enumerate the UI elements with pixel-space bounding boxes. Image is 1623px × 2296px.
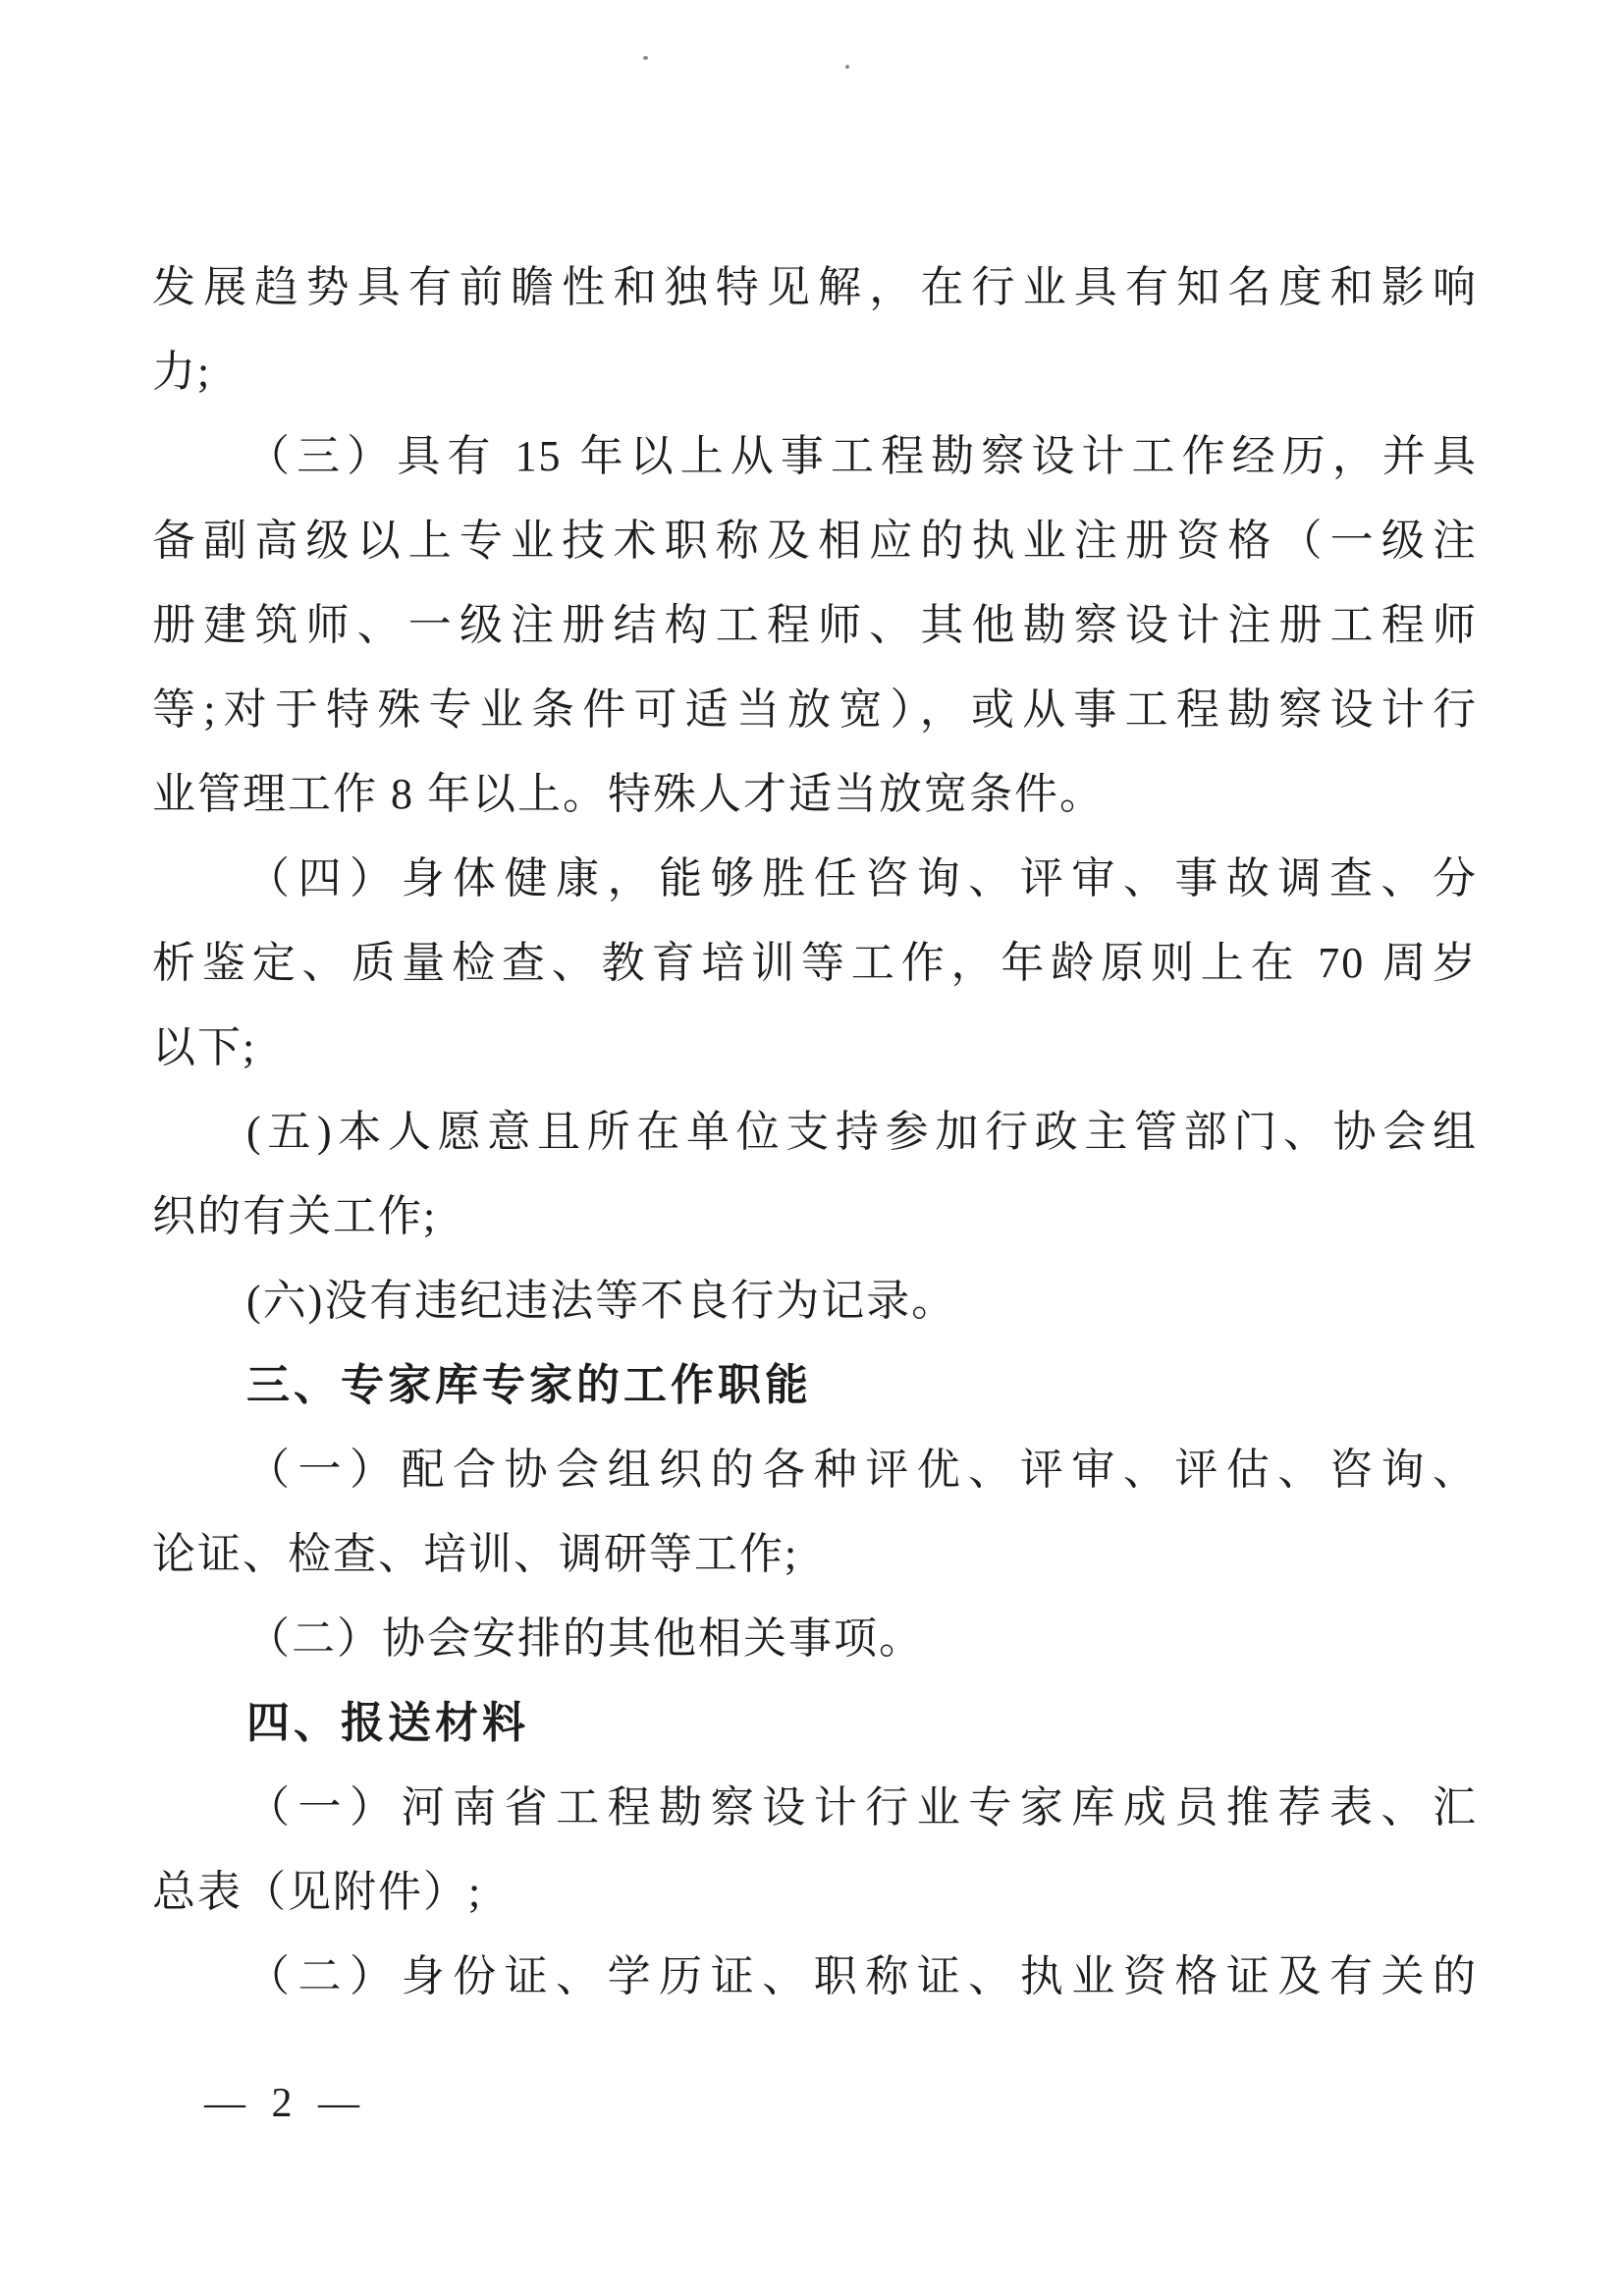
document-body bbox=[152, 246, 1478, 2019]
text-line: （一）配合协会组织的各种评优、评审、评估、咨询、 bbox=[246, 1446, 1478, 1494]
text-line: 备副高级以上专业技术职称及相应的执业注册资格（一级注 bbox=[152, 517, 1478, 565]
text-line: (六)没有违纪违法等不良行为记录。 bbox=[246, 1277, 957, 1325]
text-line: 论证、检查、培训、调研等工作; bbox=[152, 1530, 799, 1578]
text-line: （三）具有 15 年以上从事工程勘察设计工作经历，并具 bbox=[246, 432, 1478, 480]
text-line: （一）河南省工程勘察设计行业专家库成员推荐表、汇 bbox=[246, 1783, 1478, 1831]
text-line: （二）协会安排的其他相关事项。 bbox=[246, 1614, 924, 1663]
text-line: （四）身体健康，能够胜任咨询、评审、事故调查、分 bbox=[246, 854, 1478, 902]
text-line: 总表（见附件）; bbox=[152, 1868, 483, 1916]
scan-speckle bbox=[845, 65, 849, 69]
text-line: 等;对于特殊专业条件可适当放宽），或从事工程勘察设计行 bbox=[152, 685, 1478, 734]
heading-line: 三、专家库专家的工作职能 bbox=[246, 1361, 812, 1409]
text-line: 析鉴定、质量检查、教育培训等工作，年龄原则上在 70 周岁 bbox=[152, 939, 1478, 987]
text-line: 织的有关工作; bbox=[152, 1192, 438, 1240]
page-number: — 2 — bbox=[204, 2081, 367, 2126]
text-line: （二）身份证、学历证、职称证、执业资格证及有关的 bbox=[246, 1952, 1478, 2000]
text-line: 以下; bbox=[152, 1023, 257, 1071]
text-line: (五)本人愿意且所在单位支持参加行政主管部门、协会组 bbox=[246, 1108, 1478, 1156]
text-line: 力; bbox=[152, 348, 212, 396]
text-line: 发展趋势具有前瞻性和独特见解，在行业具有知名度和影响 bbox=[152, 263, 1478, 311]
scan-speckle bbox=[643, 56, 648, 60]
heading-line: 四、报送材料 bbox=[246, 1699, 529, 1747]
text-line: 业管理工作 8 年以上。特殊人才适当放宽条件。 bbox=[152, 770, 1105, 818]
text-line: 册建筑师、一级注册结构工程师、其他勘察设计注册工程师 bbox=[152, 601, 1478, 649]
